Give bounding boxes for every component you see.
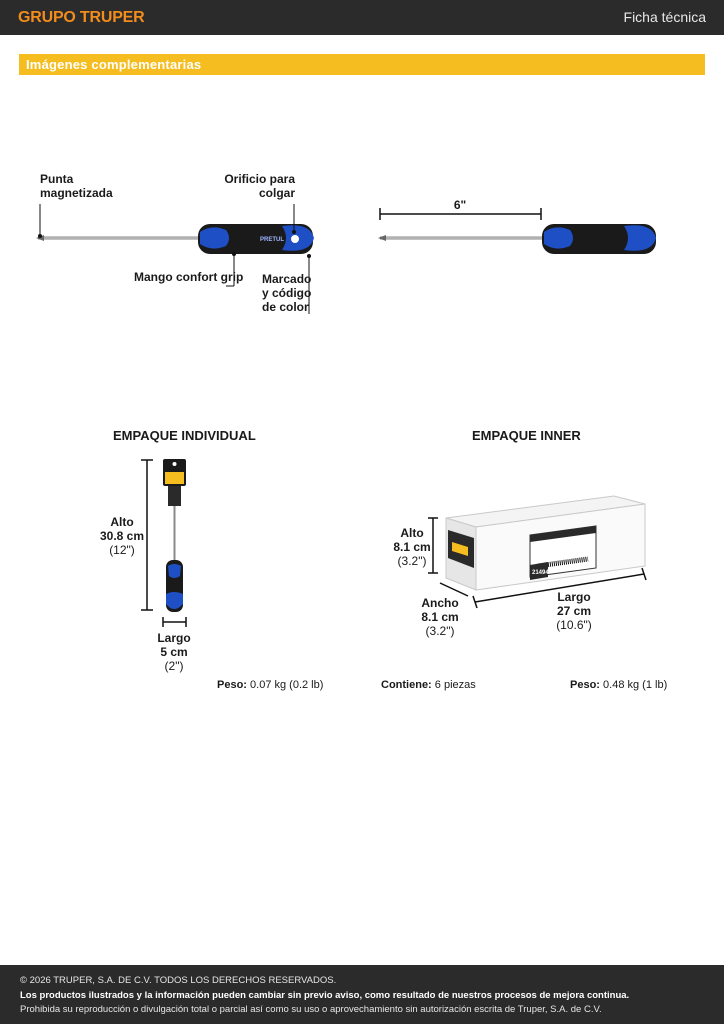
individual-package-image	[141, 459, 186, 627]
footer	[0, 965, 724, 1024]
individual-length-imperial: (2")	[164, 659, 184, 673]
length-dimension-label: 6"	[453, 198, 467, 212]
callout-marking	[262, 272, 311, 314]
inner-width-metric: 8.1 cm	[421, 610, 459, 624]
callout-marking-line1: Marcado	[262, 272, 312, 286]
inner-length-metric: 27 cm	[556, 604, 592, 618]
inner-weight-value: 0.48 kg (1 lb)	[603, 679, 668, 691]
box-code: 21494	[532, 570, 549, 576]
callout-tip-line2: magnetizada	[40, 186, 113, 200]
individual-height-metric: 30.8 cm	[99, 529, 145, 543]
inner-length-word: Largo	[557, 590, 591, 604]
inner-length-label	[550, 590, 598, 632]
inner-weight-label: Peso:	[570, 679, 600, 691]
document-type: Ficha técnica	[623, 9, 706, 25]
callout-hole-line1: Orificio para	[224, 172, 295, 186]
brand-logo: GRUPO TRUPER	[18, 9, 145, 26]
callout-marking-line2: y código	[262, 286, 312, 300]
inner-width-word: Ancho	[421, 596, 459, 610]
callout-hole-line2: colgar	[258, 186, 295, 200]
inner-contents-label: Contiene:	[381, 679, 432, 691]
individual-length-word: Largo	[157, 631, 191, 645]
individual-height-label	[98, 515, 146, 557]
individual-weight-label: Peso:	[217, 679, 247, 691]
footer-copyright: © 2026 TRUPER, S.A. DE C.V. TODOS LOS DERECHOS RESERVADOS.	[20, 975, 337, 986]
inner-width-imperial: (3.2")	[425, 624, 455, 638]
inner-contents	[381, 679, 476, 691]
inner-height-label	[390, 526, 434, 568]
callout-hole	[205, 172, 295, 200]
callout-tip-line1: Punta	[40, 172, 74, 186]
individual-length-metric: 5 cm	[160, 645, 188, 659]
screwdriver-length-image	[378, 208, 656, 254]
section-title: Imágenes complementarias	[26, 57, 202, 72]
footer-notice: Los productos ilustrados y la información pueden cambiar sin previo aviso, como resultado de nuestros procesos de mejora continua.	[20, 990, 630, 1001]
individual-length-label	[152, 631, 196, 673]
inner-height-imperial: (3.2")	[397, 554, 427, 568]
individual-height-word: Alto	[110, 515, 134, 529]
callout-tip	[40, 172, 113, 200]
inner-length-imperial: (10.6")	[556, 618, 592, 632]
inner-contents-value: 6 piezas	[434, 679, 476, 691]
inner-package-image	[428, 496, 646, 608]
inner-weight	[570, 679, 667, 691]
individual-package-title: EMPAQUE INDIVIDUAL	[113, 428, 256, 443]
callout-marking-line3: de color	[262, 300, 309, 314]
inner-package-title: EMPAQUE INNER	[472, 428, 581, 443]
callout-grip: Mango confort grip	[134, 270, 244, 284]
inner-height-metric: 8.1 cm	[393, 540, 431, 554]
brand-mark: PRETUL	[260, 237, 284, 243]
individual-height-imperial: (12")	[109, 543, 135, 557]
inner-height-word: Alto	[400, 526, 424, 540]
inner-width-label	[418, 596, 462, 638]
footer-prohibition: Prohibida su reproducción o divulgación total o parcial así como su uso o aprovechamiento sin autorización escrita de Truper, S.A. de C.V.	[20, 1004, 602, 1015]
individual-weight-value: 0.07 kg (0.2 lb)	[250, 679, 324, 691]
individual-weight	[217, 679, 323, 691]
